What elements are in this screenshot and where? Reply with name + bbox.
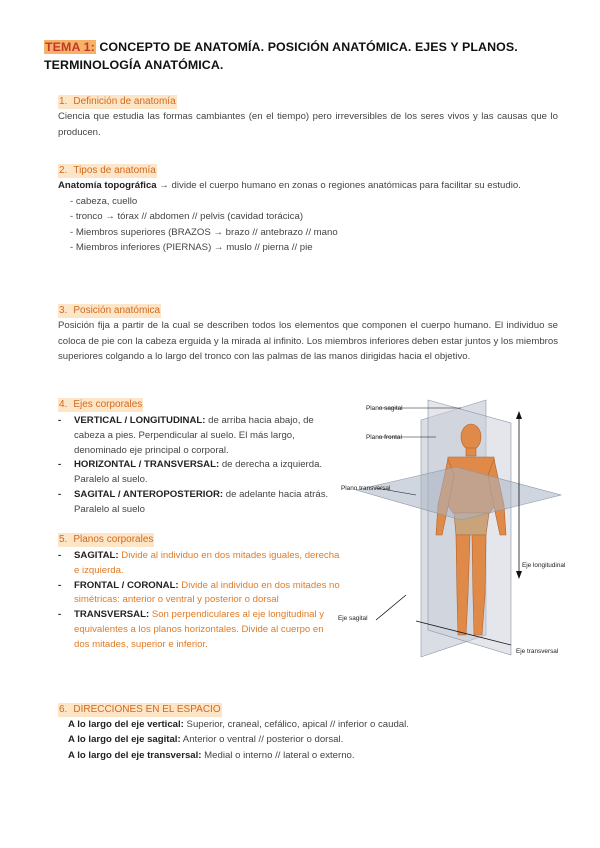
section-direcciones (58, 703, 558, 763)
list-item: - TRANSVERSAL: Son perpendiculares al eje longitudinal y equivalentes a los planos horizontales. Divide al cuerpo en dos mitades, superior e inferior. (58, 609, 325, 650)
list-item: - Miembros inferiores (PIERNAS) → muslo // pierna // pie (70, 242, 313, 253)
list-item: - SAGITAL: Divide al individuo en dos mitades iguales, derecha e izquierda. (58, 550, 340, 576)
label-frontal-plane: Plano frontal (366, 434, 402, 441)
list-item: - cabeza, cuello (70, 195, 138, 207)
direction-item: A lo largo del eje transversal: Medial o interno // lateral o externo. (68, 749, 355, 761)
label-sagital-axis: Eje sagital (338, 615, 368, 622)
direction-item: A lo largo del eje vertical: Superior, craneal, cefálico, apical // inferior o caudal. (68, 719, 409, 730)
title-text: CONCEPTO DE ANATOMÍA. POSICIÓN ANATÓMICA. EJES Y PLANOS. TERMINOLOGÍA ANATÓMICA. (44, 40, 518, 72)
list-item: - SAGITAL / ANTEROPOSTERIOR: de adelante hacia atrás. Paralelo al suelo (58, 488, 329, 515)
section-tipos (58, 164, 558, 256)
list-item: - VERTICAL / LONGITUDINAL: de arriba hacia abajo, de cabeza a pies. Perpendicular al suelo. El más largo, denominado eje principal o corporal. (58, 415, 314, 456)
anatomical-planes-figure (336, 395, 576, 663)
list-item: - HORIZONTAL / TRANSVERSAL: de derecha a izquierda. Paralelo al suelo. (58, 459, 323, 486)
section-heading: 2. Tipos de anatomía (59, 165, 156, 176)
planes-list (58, 549, 340, 653)
section-definicion (58, 95, 558, 140)
label-sagital-plane: Plano sagital (366, 405, 403, 412)
section-heading: 5. Planos corporales (59, 534, 154, 545)
axes-list (58, 414, 340, 518)
section-lead: Anatomía topográfica → divide el cuerpo humano en zonas o regiones anatómicas para facilitar su estudio. (58, 180, 521, 191)
section-body: Ciencia que estudia las formas cambiantes (en el tiempo) pero irreversibles de los seres vivos y las causas que lo producen. (58, 111, 558, 138)
section-planos (58, 533, 340, 653)
section-heading: 1. Definición de anatomía (59, 96, 176, 107)
section-ejes (58, 398, 340, 518)
sagital-axis-line (376, 595, 406, 620)
label-transversal-plane: Plano transversal (341, 485, 391, 492)
section-heading: 3. Posición anatómica (59, 305, 161, 316)
direction-item: A lo largo del eje sagital: Anterior o ventral // posterior o dorsal. (68, 734, 344, 746)
section-heading: 6. DIRECCIONES EN EL ESPACIO (59, 704, 221, 715)
section-posicion (58, 304, 558, 365)
list-item: - tronco → tórax // abdomen // pelvis (cavidad torácica) (70, 211, 304, 222)
title-tag: TEMA 1: (45, 40, 95, 54)
label-longitudinal-axis: Eje longitudinal (522, 562, 566, 569)
transversal-plane-shape (356, 467, 561, 520)
list-item: - Miembros superiores (BRAZOS → brazo // antebrazo // mano (70, 226, 338, 238)
section-heading: 4. Ejes corporales (59, 399, 143, 410)
label-transversal-axis: Eje transversal (516, 648, 559, 655)
list-item: - FRONTAL / CORONAL: Divide al individuo en dos mitades no simétricas: anterior o ventral y posterior o dorsal (58, 579, 340, 606)
page-title (44, 38, 564, 74)
section-body: Posición fija a partir de la cual se describen todos los elementos que componen el cuerpo humano. El individuo se coloca de pie con la cabeza erguida y la mirada al infinito. Los miembros inferiores deben estar juntos y los miembros superiores colgando a lo largo del tronco con las palmas de las manos dirigidas hacia el objetivo. (58, 320, 558, 362)
